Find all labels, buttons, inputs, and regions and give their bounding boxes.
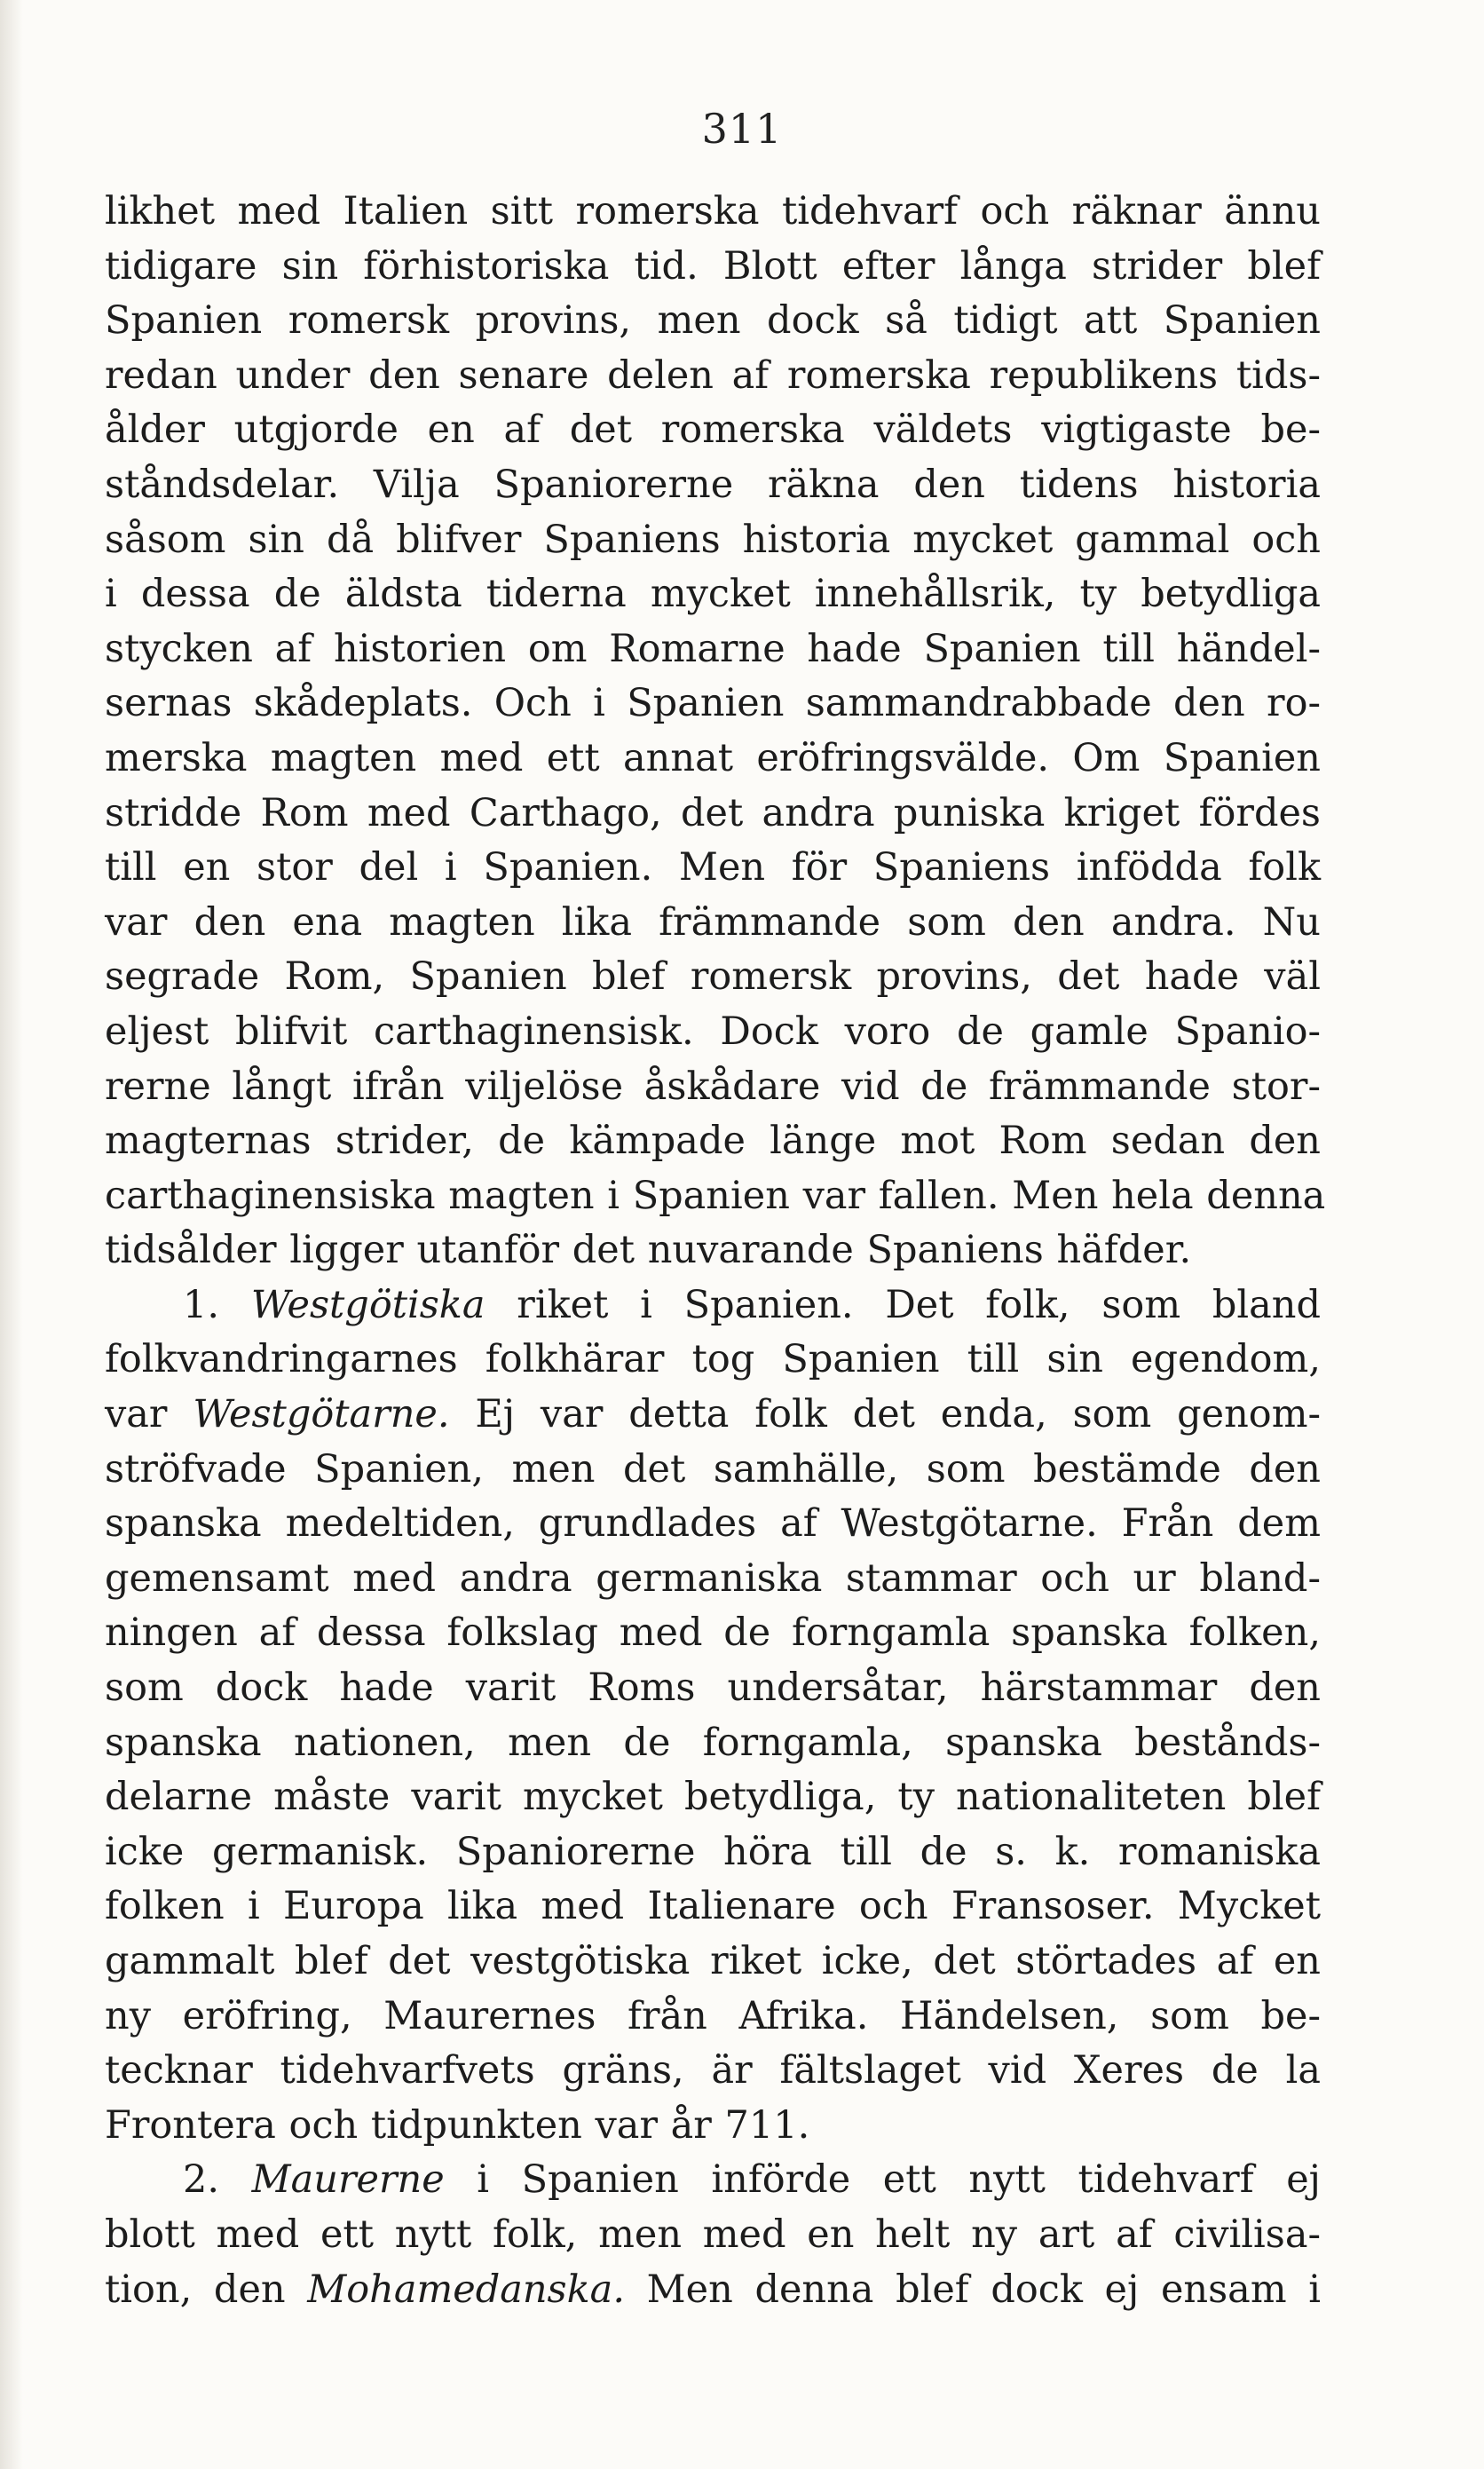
text-segment: blott med ett nytt folk, men med en helt ny art af civilisa-: [105, 2212, 1321, 2257]
page-number: 311: [701, 105, 783, 153]
italic-text: Maurerne: [251, 2157, 445, 2203]
text-line: [105, 1223, 1321, 1278]
text-segment: folken i Europa lika med Italienare och Fransoser. Mycket: [105, 1884, 1321, 1929]
text-segment: stycken af historien om Romarne hade Spanien till händel-: [105, 626, 1321, 671]
text-line: [105, 732, 1321, 787]
text-segment: delarne måste varit mycket betydliga, ty nationaliteten blef: [105, 1775, 1321, 1820]
text-line: [105, 1060, 1321, 1115]
text-segment: ålder utgjorde en af det romerska väldets vigtigaste be-: [105, 408, 1321, 453]
text-segment: tidsålder ligger utanför det nuvarande Spaniens häfder.: [105, 1228, 1192, 1273]
text-line: [105, 349, 1321, 404]
text-segment: tion, den: [105, 2267, 308, 2312]
text-line: [105, 1388, 1321, 1443]
text-segment: stridde Rom med Carthago, det andra puniska kriget fördes: [105, 790, 1321, 835]
text-segment: i dessa de äldsta tiderna mycket innehållsrik, ty betydliga: [105, 572, 1321, 617]
text-line: [105, 950, 1321, 1005]
text-line: [105, 1661, 1321, 1716]
text-line: [105, 896, 1321, 951]
text-line: [105, 1935, 1321, 1990]
text-line: [105, 1825, 1321, 1880]
text-segment: segrade Rom, Spanien blef romersk provins, det hade väl: [105, 954, 1321, 1000]
text-segment: tidigare sin förhistoriska tid. Blott efter långa strider blef: [105, 243, 1321, 289]
text-line: [105, 240, 1321, 295]
text-segment: ny eröfring, Maurernes från Afrika. Händelsen, som be-: [105, 1993, 1321, 2038]
text-segment: folkvandringarnes folkhärar tog Spanien till sin egendom,: [105, 1337, 1321, 1382]
text-line: [105, 513, 1321, 568]
text-segment: till en stor del i Spanien. Men för Spaniens infödda folk: [105, 845, 1321, 890]
text-segment: ståndsdelar. Vilja Spaniorerne räkna den tidens historia: [105, 462, 1321, 507]
text-segment: i Spanien införde ett nytt tidehvarf ej: [444, 2157, 1321, 2203]
text-line: [105, 1114, 1321, 1169]
text-line: [105, 458, 1321, 513]
text-line: [105, 1005, 1321, 1060]
text-segment: magternas strider, de kämpade länge mot Rom sedan den: [105, 1119, 1321, 1164]
text-segment: gammalt blef det vestgötiska riket icke, det störtades af en: [105, 1939, 1321, 1983]
text-line: [105, 1552, 1321, 1607]
text-segment: Ej var detta folk det enda, som genom-: [449, 1392, 1321, 1437]
text-segment: rerne långt ifrån viljelöse åskådare vid de främmande stor-: [105, 1064, 1321, 1109]
text-line: [105, 1497, 1321, 1552]
text-line: [105, 622, 1321, 677]
text-line: [105, 787, 1321, 842]
text-segment: ningen af dessa folkslag med de forngamla spanska folken,: [105, 1610, 1321, 1656]
text-segment: likhet med Italien sitt romerska tidehvarf och räknar ännu: [105, 189, 1321, 233]
text-line: [105, 1879, 1321, 1935]
text-line: [105, 185, 1321, 240]
text-line: [105, 2263, 1321, 2318]
text-segment: var: [105, 1392, 193, 1437]
italic-text: Mohamedanska.: [307, 2267, 625, 2312]
body-text: [105, 185, 1326, 2317]
text-line: [105, 2044, 1321, 2099]
text-line: [105, 1770, 1321, 1825]
text-line: [105, 1443, 1321, 1498]
text-line: [105, 677, 1321, 732]
text-line: [105, 1716, 1321, 1771]
text-line: [105, 841, 1321, 896]
text-line: [105, 403, 1321, 458]
text-segment: 1.: [183, 1282, 251, 1327]
text-segment: spanska medeltiden, grundlades af Westgötarne. Från dem: [105, 1501, 1321, 1547]
text-line: [105, 2099, 1321, 2154]
text-line: [105, 2208, 1321, 2263]
text-line: [105, 1606, 1321, 1661]
text-segment: redan under den senare delen af romerska republikens tids-: [105, 352, 1321, 398]
text-line: [105, 1278, 1321, 1333]
text-segment: eljest blifvit carthaginensisk. Dock voro de gamle Spanio-: [105, 1009, 1321, 1054]
text-segment: gemensamt med andra germaniska stammar och ur bland-: [105, 1555, 1321, 1601]
text-segment: Frontera och tidpunkten var år 711.: [105, 2102, 810, 2148]
page-edge-shadow: [0, 0, 23, 2469]
text-segment: 2.: [183, 2157, 252, 2203]
text-segment: tecknar tidehvarfvets gräns, är fältslaget vid Xeres de la: [105, 2048, 1321, 2093]
text-segment: icke germanisk. Spaniorerne höra till de s. k. romaniska: [105, 1829, 1321, 1874]
text-segment: spanska nationen, men de forngamla, spanska bestånds-: [105, 1720, 1321, 1765]
text-line: [105, 1169, 1326, 1224]
text-line: [105, 294, 1321, 349]
text-segment: carthaginensiska magten i Spanien var fallen. Men hela denna: [105, 1173, 1326, 1218]
text-segment: som dock hade varit Roms undersåtar, härstammar den: [105, 1666, 1321, 1711]
text-line: [105, 1990, 1321, 2045]
text-segment: var den ena magten lika främmande som den andra. Nu: [105, 899, 1321, 945]
text-line: [105, 567, 1321, 622]
text-segment: ströfvade Spanien, men det samhälle, som bestämde den: [105, 1446, 1321, 1492]
text-segment: såsom sin då blifver Spaniens historia mycket gammal och: [105, 517, 1321, 562]
text-line: [105, 1333, 1321, 1388]
text-segment: Men denna blef dock ej ensam i: [625, 2267, 1321, 2312]
text-segment: riket i Spanien. Det folk, som bland: [485, 1282, 1321, 1327]
text-segment: sernas skådeplats. Och i Spanien sammandrabbade den ro-: [105, 681, 1321, 726]
text-segment: Spanien romersk provins, men dock så tidigt att Spanien: [105, 298, 1321, 344]
italic-text: Westgötarne.: [193, 1392, 450, 1437]
text-segment: merska magten med ett annat eröfringsvälde. Om Spanien: [105, 735, 1321, 780]
italic-text: Westgötiska: [250, 1282, 485, 1327]
text-line: [105, 2153, 1321, 2208]
